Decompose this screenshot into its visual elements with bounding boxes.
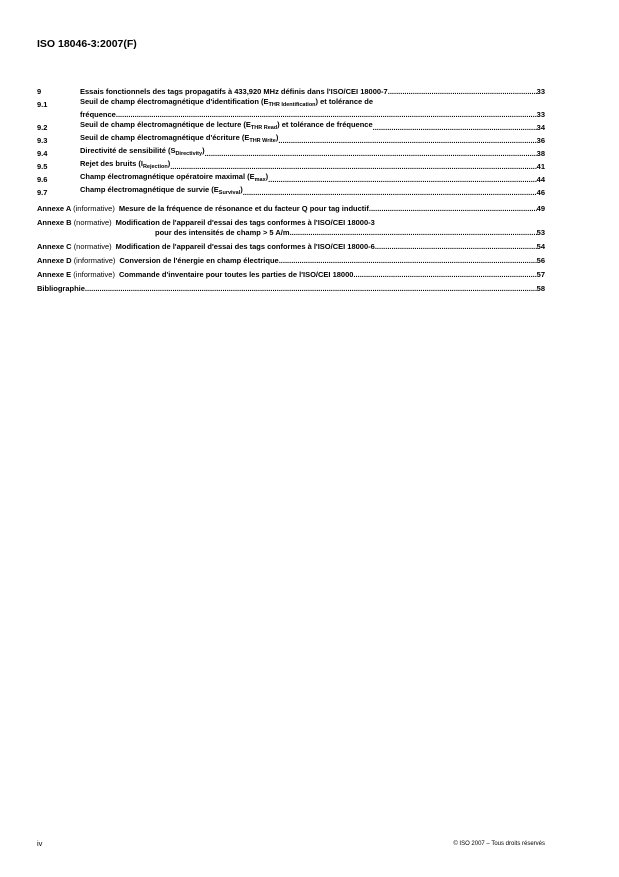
section-number: 9.3 xyxy=(37,136,48,145)
annex-title: Mesure de la fréquence de résonance et du facteur Q pour tag inductif xyxy=(118,204,369,213)
leader-dots xyxy=(243,188,537,198)
section-title: Seuil de champ électromagnétique de lecture $(E_{THR Read})$ et tolérance de fréquence xyxy=(80,120,373,131)
toc-entry-9-1-continued[interactable] xyxy=(37,110,545,120)
page-number: 57 xyxy=(536,270,545,279)
toc-entry-9-2[interactable] xyxy=(37,120,545,133)
toc-entry-annex-a[interactable] xyxy=(37,204,545,214)
section-number: 9 xyxy=(37,87,42,96)
toc-entry-annex-b[interactable] xyxy=(37,218,545,228)
leader-dots xyxy=(85,284,537,294)
annex-label: Annexe B (normative) xyxy=(37,218,112,227)
section-title: Directivité de sensibilité $(S_{Directivity})$ xyxy=(80,146,205,157)
annex-title: Modification de l'appareil d'essai des tags conformes à l'ISO/CEI 18000-6 xyxy=(115,242,375,251)
toc-entry-9-1[interactable] xyxy=(37,97,545,110)
subscript: max xyxy=(254,177,266,183)
leader-dots xyxy=(268,175,537,185)
subscript: THR Write xyxy=(249,138,276,144)
annex-title: Conversion de l'énergie en champ électrique xyxy=(119,256,279,265)
leader-dots xyxy=(353,270,536,280)
section-title: Essais fonctionnels des tags propagatifs à 433,920 MHz définis dans l'ISO/CEI 18000-7 xyxy=(80,87,388,96)
leader-dots xyxy=(279,256,537,266)
toc-entry-annex-c[interactable] xyxy=(37,242,545,252)
footer-page-number: iv xyxy=(37,839,43,848)
section-number: 9.5 xyxy=(37,162,48,171)
leader-dots xyxy=(170,162,536,172)
leader-dots xyxy=(373,123,537,133)
section-number: 9.1 xyxy=(37,100,48,109)
leader-dots xyxy=(369,204,537,214)
page-number: 46 xyxy=(536,188,545,197)
annex-label: Annexe E (informative) xyxy=(37,270,115,279)
annex-label: Annexe D (informative) xyxy=(37,256,116,265)
annex-label: Annexe C (normative) xyxy=(37,242,112,251)
toc-entry-bibliography[interactable] xyxy=(37,284,545,294)
subscript: THR Identification xyxy=(268,102,316,108)
section-number: 9.7 xyxy=(37,188,48,197)
leader-dots xyxy=(278,136,536,146)
toc-entry-annex-d[interactable] xyxy=(37,256,545,266)
toc-entry-annex-e[interactable] xyxy=(37,270,545,280)
toc-entry-9-5[interactable] xyxy=(37,159,545,172)
leader-dots xyxy=(290,228,537,238)
section-number: 9.6 xyxy=(37,175,48,184)
leader-dots xyxy=(375,242,537,252)
section-title: Champ électromagnétique opératoire maximal $(E_{max})$ xyxy=(80,172,269,183)
page-number: 34 xyxy=(536,123,545,132)
subscript: Survival xyxy=(218,190,241,196)
subscript: THR Read xyxy=(250,125,278,131)
page-number: 49 xyxy=(536,204,545,213)
toc-entry-9-3[interactable] xyxy=(37,133,545,146)
page-number: 36 xyxy=(536,136,545,145)
document-header: ISO 18046-3:2007(F) xyxy=(37,38,137,50)
page-number: 53 xyxy=(536,228,545,237)
annex-title: Commande d'inventaire pour toutes les parties de l'ISO/CEI 18000 xyxy=(118,270,354,279)
page-number: 58 xyxy=(536,284,545,293)
section-title: Seuil de champ électromagnétique d'écriture $(E_{THR Write})$ xyxy=(80,133,279,144)
leader-dots xyxy=(205,149,537,159)
toc-entry-9-6[interactable] xyxy=(37,172,545,185)
table-of-contents xyxy=(37,87,545,294)
toc-entry-9[interactable] xyxy=(37,87,545,97)
page-number: 41 xyxy=(536,162,545,171)
footer-copyright: © ISO 2007 – Tous droits réservés xyxy=(453,841,545,847)
page-number: 44 xyxy=(536,175,545,184)
section-number: 9.4 xyxy=(37,149,48,158)
annex-title-continued: pour des intensités de champ > 5 A/m xyxy=(155,228,290,237)
subscript: Rejection xyxy=(142,164,168,170)
leader-dots xyxy=(116,110,537,120)
section-title-continued: fréquence xyxy=(80,110,116,119)
page-number: 56 xyxy=(536,256,545,265)
toc-entry-9-4[interactable] xyxy=(37,146,545,159)
toc-entry-9-7[interactable] xyxy=(37,185,545,198)
subscript: Directivity xyxy=(175,151,203,157)
section-title: Champ électromagnétique de survie $(E_{Survival})$ xyxy=(80,185,243,196)
annex-label: Annexe A (informative) xyxy=(37,204,115,213)
section-title: Rejet des bruits $(I_{Rejection})$ xyxy=(80,159,171,170)
section-number: 9.2 xyxy=(37,123,48,132)
toc-entry-annex-b-continued[interactable] xyxy=(37,228,545,238)
section-title: Seuil de champ électromagnétique d'identification $(E_{THR Identification})$ et tolérance de xyxy=(80,97,374,108)
leader-dots xyxy=(388,87,537,97)
page-number: 38 xyxy=(536,149,545,158)
annex-title: Modification de l'appareil d'essai des tags conformes à l'ISO/CEI 18000-3 xyxy=(115,218,375,227)
page-number: 33 xyxy=(536,87,545,96)
bibliography-title: Bibliographie xyxy=(37,284,85,293)
page-number: 54 xyxy=(536,242,545,251)
page-number: 33 xyxy=(536,110,545,119)
